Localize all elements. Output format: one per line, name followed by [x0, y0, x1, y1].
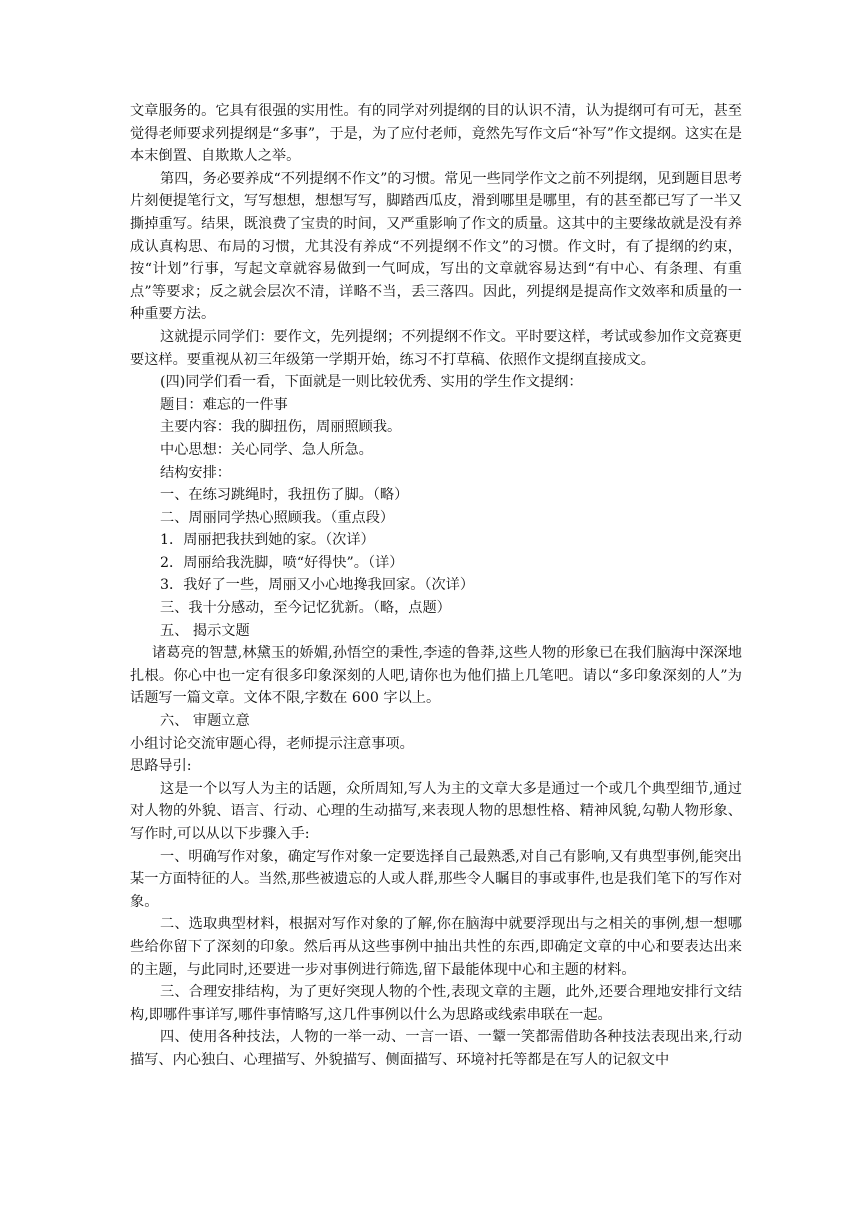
- section-heading-five: 五、 揭示文题: [160, 622, 250, 639]
- outline-item-3: 三、我十分感动，至今记忆犹新。（略，点题）: [160, 600, 451, 617]
- outline-item-1: 一、在练习跳绳时，我扭伤了脚。（略）: [160, 487, 409, 504]
- paragraph-guide-intro: 这是一个以写人为主的话题，众所周知,写人为主的文章大多是通过一个或几个典型细节,通过对人物的外貌、语言、行动、心理的生动描写,来表现人物的思想性格、精神风貌,勾勒人物形象、写作时,可以从以下步骤入手:: [130, 780, 742, 842]
- paragraph-step-four: 四、使用各种技法，人物的一举一动、一言一语、一颦一笑都需借助各种技法表现出来,行动描写、内心独白、心理描写、外貌描写、侧面描写、环境衬托等都是在写人的记叙文中: [130, 1029, 742, 1068]
- outline-heading: (四)同学们看一看，下面就是一则比较优秀、实用的学生作文提纲：: [160, 374, 583, 391]
- outline-title: 题目：难忘的一件事: [160, 396, 288, 413]
- section-heading-six: 六、 审题立意: [160, 713, 250, 730]
- outline-central-idea: 中心思想：关心同学、急人所急。: [160, 441, 373, 458]
- outline-subitem-1: 1．周丽把我扶到她的家。（次详）: [160, 532, 375, 549]
- paragraph-reminder: 这就提示同学们：要作文，先列提纲；不列提纲不作文。平时要这样，考试或参加作文竞赛更要这样。要重视从初三年级第一学期开始，练习不打草稿、依照作文提纲直接成文。: [130, 328, 742, 368]
- outline-subitem-3: 3．我好了一些，周丽又小心地搀我回家。（次详）: [160, 577, 475, 594]
- paragraph-intro: 文章服务的。它具有很强的实用性。有的同学对列提纲的目的认识不清，认为提纲可有可无，甚至觉得老师要求列提纲是“多事”，于是，为了应付老师，竟然先写作文后“补写”作文提纲。这实在是本末倒置、自欺欺人之举。: [130, 103, 742, 165]
- document-page: [130, 100, 742, 1072]
- paragraph-topic-prompt: 诸葛亮的智慧,林黛玉的娇媚,孙悟空的秉性,李逵的鲁莽,这些人物的形象已在我们脑海中深深地扎根。你心中也一定有很多印象深刻的人吧,请你也为他们描上几笔吧。请以“多印象深刻的人”为话题写一篇文章。文体不限,字数在 600 字以上。: [130, 645, 742, 707]
- paragraph-guide-label: 思路导引:: [130, 758, 192, 775]
- paragraph-step-two: 二、选取典型材料，根据对写作对象的了解,你在脑海中就要浮现出与之相关的事例,想一想哪些给你留下了深刻的印象。然后再从这些事例中抽出共性的东西,即确定文章的中心和要表达出来的主题，与此同时,还要进一步对事例进行筛选,留下最能体现中心和主题的材料。: [130, 916, 742, 978]
- outline-structure-label: 结构安排：: [160, 464, 231, 481]
- outline-subitem-2: 2．周丽给我洗脚，喷“好得快”。（详）: [160, 554, 404, 571]
- paragraph-fourth-point: 第四，务必要养成“不列提纲不作文”的习惯。常见一些同学作文之前不列提纲，见到题目思考片刻便提笔行文，写写想想，想想写写，脚踏西瓜皮，滑到哪里是哪里，有的甚至都已写了一半又撕掉重写。结果，既浪费了宝贵的时间，又严重影响了作文的质量。这其中的主要缘故就是没有养成认真构思、布局的习惯，尤其没有养成“不列提纲不作文”的习惯。作文时，有了提纲的约束，按“计划”行事，写起文章就容易做到一气呵成，写出的文章就容易达到“有中心、有条理、有重点”等要求；反之就会层次不清，详略不当，丢三落四。因此，列提纲是提高作文效率和质量的一种重要方法。: [130, 170, 743, 323]
- outline-main-content: 主要内容：我的脚扭伤，周丽照顾我。: [160, 419, 402, 436]
- paragraph-step-one: 一、明确写作对象，确定写作对象一定要选择自己最熟悉,对自己有影响,又有典型事例,能突出某一方面特征的人。当然,那些被遗忘的人或人群,那些令人瞩目的事或事件,也是我们笔下的写作对象。: [130, 848, 742, 910]
- outline-item-2: 二、周丽同学热心照顾我。（重点段）: [160, 509, 395, 526]
- paragraph-step-three: 三、合理安排结构，为了更好突现人物的个性,表现文章的主题，此外,还要合理地安排行文结构,即哪件事详写,哪件事情略写,这几件事例以什么为思路或线索串联在一起。: [130, 984, 742, 1023]
- paragraph-group-discussion: 小组讨论交流审题心得，老师提示注意事项。: [130, 735, 414, 752]
